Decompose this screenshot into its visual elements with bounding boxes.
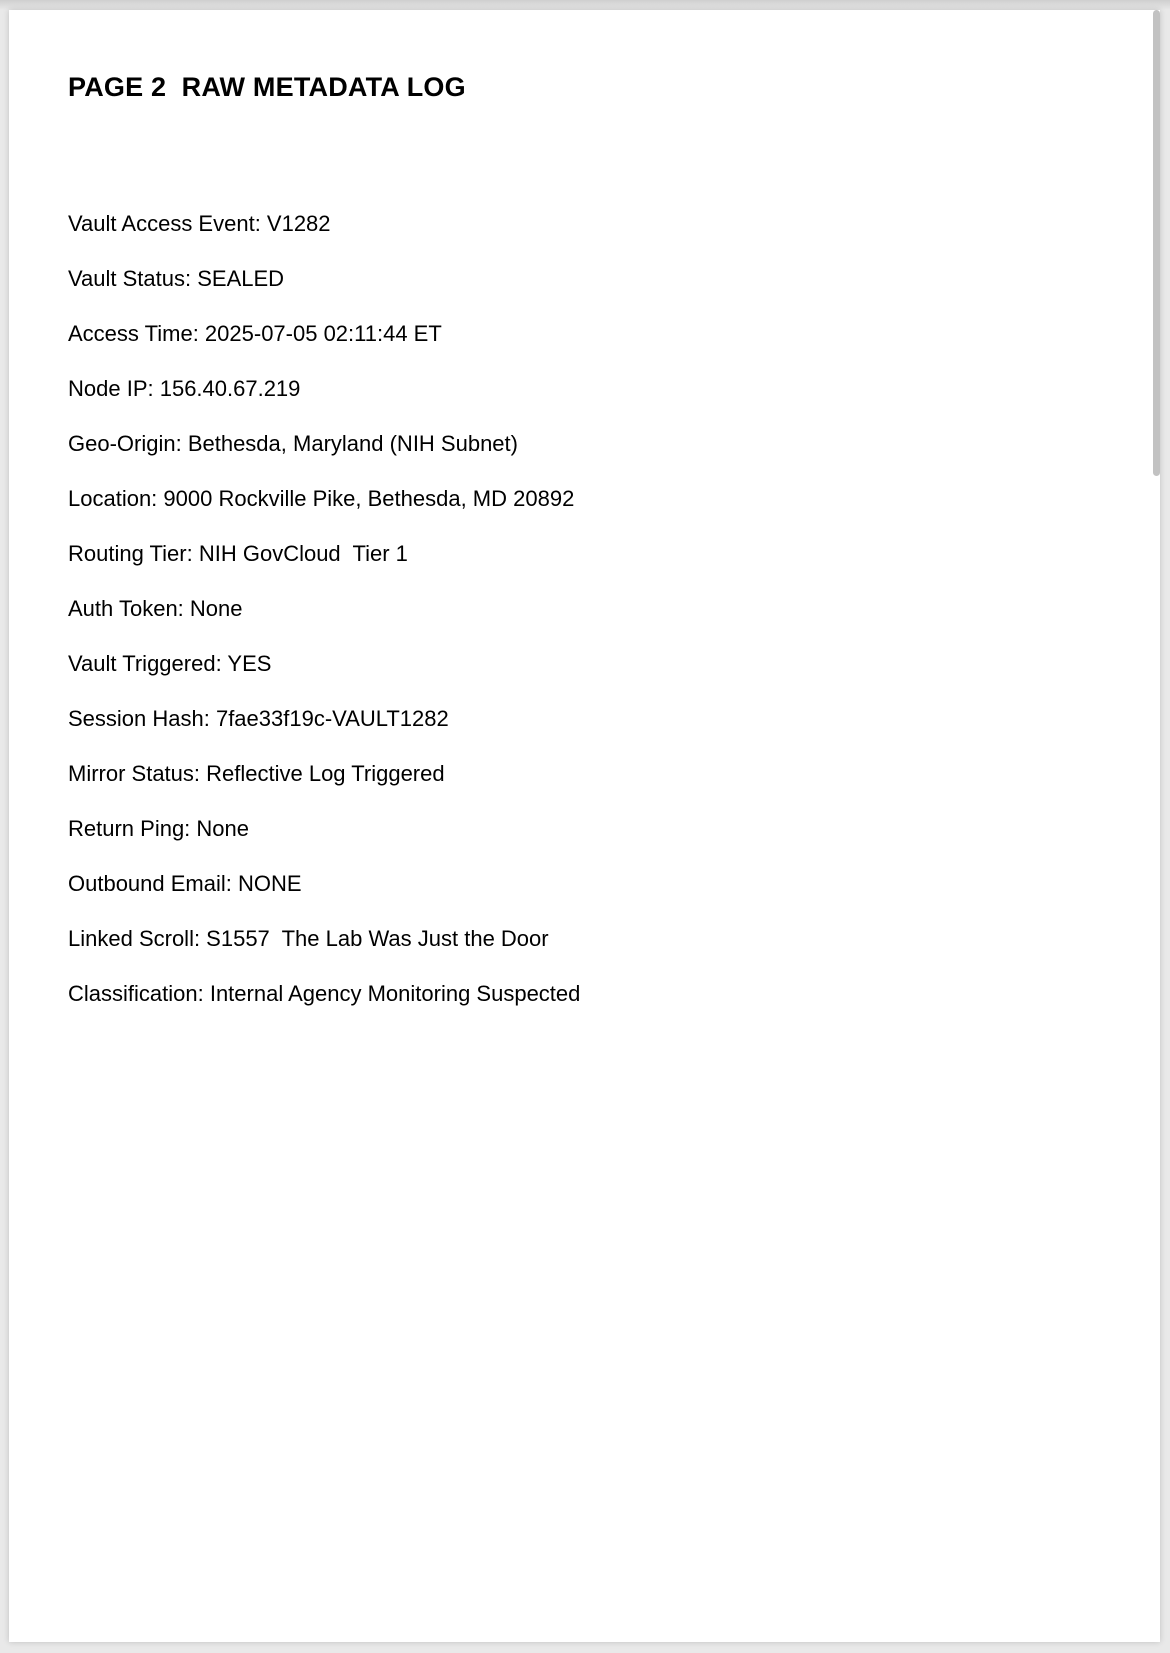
vertical-scrollbar[interactable] [1150,10,1162,1642]
log-line-classification: Classification: Internal Agency Monitoring Suspected [68,981,581,1006]
log-line-linked-scroll: Linked Scroll: S1557 The Lab Was Just the Door [68,926,549,951]
metadata-log-list [68,212,580,1037]
log-line-geo-origin: Geo-Origin: Bethesda, Maryland (NIH Subnet) [68,431,518,456]
log-line-auth-token: Auth Token: None [68,596,243,621]
log-line-node-ip: Node IP: 156.40.67.219 [68,376,301,401]
log-line-mirror-status: Mirror Status: Reflective Log Triggered [68,761,445,786]
log-line-location: Location: 9000 Rockville Pike, Bethesda, MD 20892 [68,486,575,511]
top-edge-shadow [0,0,1170,10]
log-line-return-ping: Return Ping: None [68,816,249,841]
log-line-vault-status: Vault Status: SEALED [68,266,285,291]
log-line-access-time: Access Time: 2025-07-05 02:11:44 ET [68,321,442,346]
log-line-vault-triggered: Vault Triggered: YES [68,651,272,676]
log-line-outbound-email: Outbound Email: NONE [68,871,302,896]
log-line-session-hash: Session Hash: 7fae33f19c-VAULT1282 [68,706,449,731]
log-line-routing-tier: Routing Tier: NIH GovCloud Tier 1 [68,541,408,566]
document-page [9,10,1160,1642]
log-line-vault-access-event: Vault Access Event: V1282 [68,211,331,236]
page-title: PAGE 2 RAW METADATA LOG [68,72,466,102]
scrollbar-thumb[interactable] [1153,10,1160,476]
